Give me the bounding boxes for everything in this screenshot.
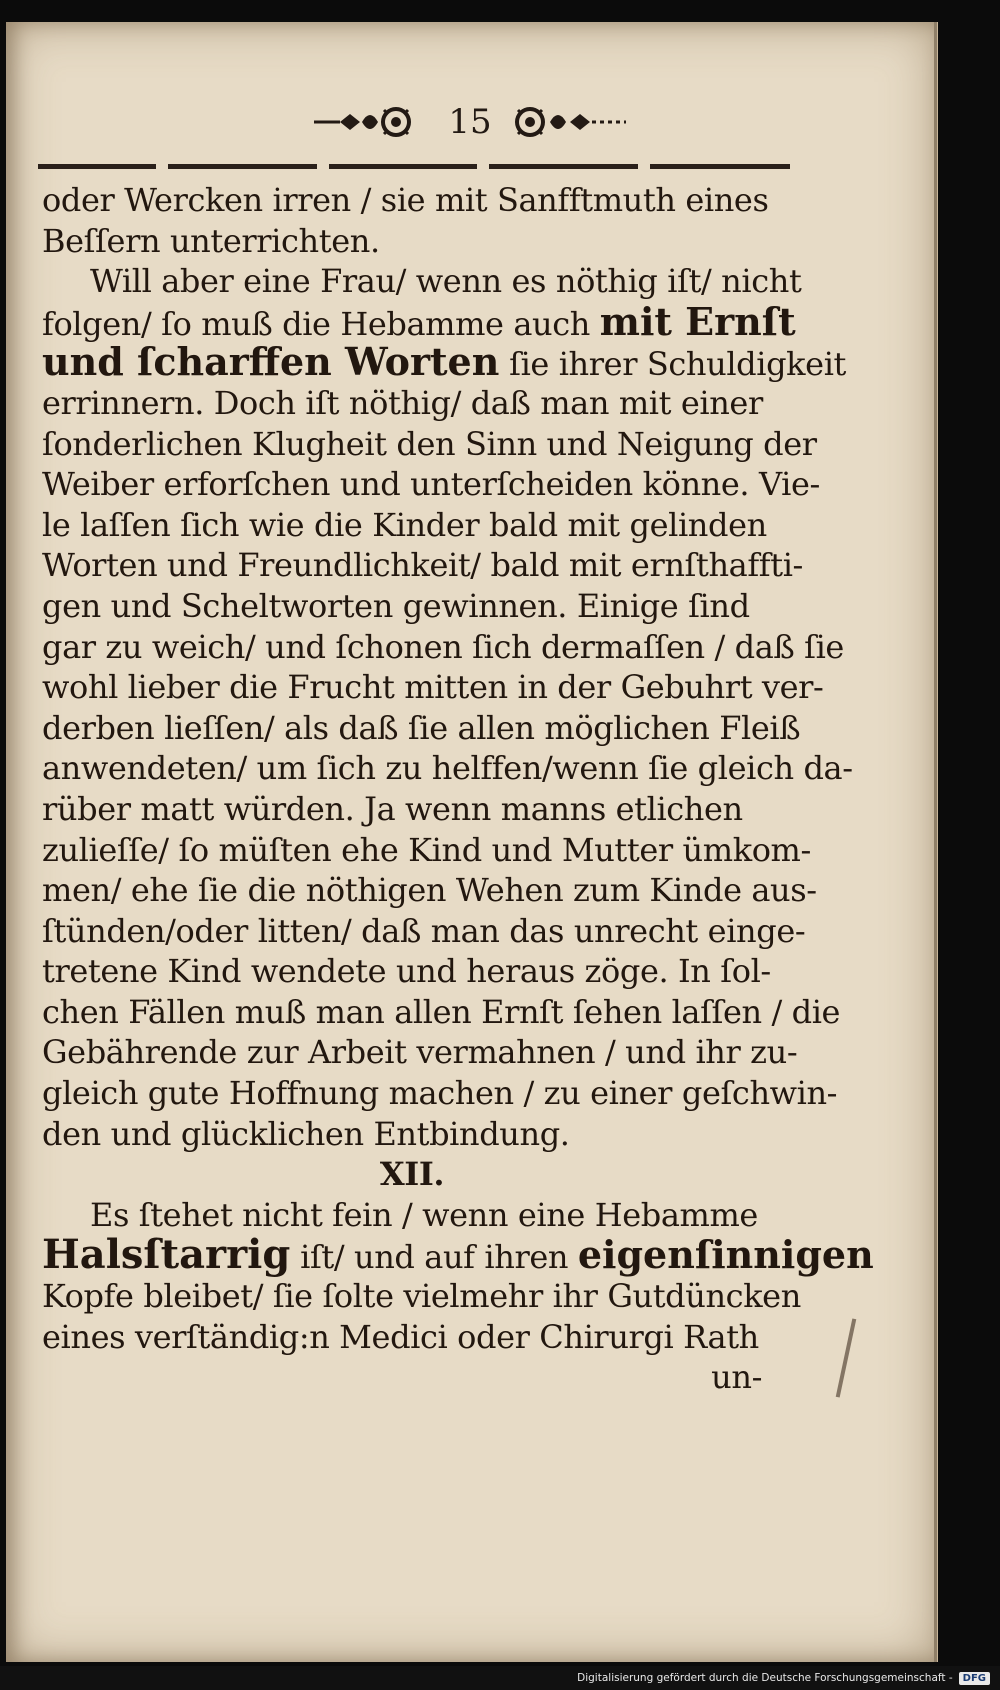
text-fragment: iſt/ und auf ihren [300, 1238, 569, 1277]
catchword: un- [711, 1358, 762, 1397]
text-line: rüber matt würden. Ja wenn manns etlichen [42, 789, 743, 828]
text-line: gen und Scheltworten gewinnen. Einige ſind [42, 586, 750, 625]
text-fragment: ſie ihrer Schuldigkeit [509, 345, 846, 384]
page-edge [934, 22, 937, 1662]
text-line: ſtünden/oder litten/ daß man das unrecht einge- [42, 911, 806, 950]
emphasized-text: Halsſtarrig [42, 1231, 291, 1279]
text-line: Es ſtehet nicht fein / wenn eine Hebamme [90, 1195, 758, 1234]
text-line: gar zu weich/ und ſchonen ſich dermaſſen / daß ſie [42, 627, 844, 666]
page-text [42, 180, 874, 1398]
page-header [6, 92, 934, 152]
text-line: eines verſtändig:n Medici oder Chirurgi Rath [42, 1317, 759, 1356]
text-line: den und glücklichen Entbindung. [42, 1114, 570, 1153]
header-rule-gaps [38, 163, 790, 170]
floral-ornament-icon [310, 104, 430, 140]
text-line: anwendeten/ um ſich zu helffen/wenn ſie gleich da- [42, 749, 853, 788]
dfg-logo: DFG [959, 1672, 990, 1685]
text-line: Worten und Freundlichkeit/ bald mit ernſthaffti- [42, 546, 803, 585]
text-line: derben lieſſen/ als daß ſie allen möglichen Fleiß [42, 708, 801, 747]
text-fragment: folgen/ ſo muß die Hebamme auch [42, 304, 590, 343]
text-line: zulieſſe/ ſo müſten ehe Kind und Mutter ümkom- [42, 830, 811, 869]
text-line: gleich gute Hoffnung machen / zu einer geſchwin- [42, 1074, 838, 1113]
text-line: Weiber erforſchen und unterſcheiden könne. Vie- [42, 465, 820, 504]
page-number: 15 [448, 102, 492, 142]
text-line: Gebährende zur Arbeit vermahnen / und ihr zu- [42, 1033, 798, 1072]
text-line: ſonderlichen Klugheit den Sinn und Neigung der [42, 424, 817, 463]
floral-ornament-icon [510, 104, 630, 140]
text-line: Kopfe bleibet/ ſie ſolte vielmehr ihr Gutdüncken [42, 1277, 801, 1316]
text-line: errinnern. Doch iſt nöthig/ daß man mit einer [42, 383, 763, 422]
emphasized-text: mit Ernſt [599, 298, 796, 344]
text-line: wohl lieber die Frucht mitten in der Gebuhrt ver- [42, 668, 824, 707]
text-line: oder Wercken irren / sie mit Sanfftmuth eines [42, 181, 769, 219]
text-line [42, 1231, 874, 1279]
text-line: Beſſern unterrichten. [42, 221, 380, 260]
footer-credit: Digitalisierung gefördert durch die Deutsche Forschungsgemeinschaft - [577, 1672, 953, 1684]
emphasized-text: und ſcharffen Worten [42, 339, 500, 385]
book-page [6, 22, 938, 1662]
margin-ink-mark [836, 1318, 857, 1397]
emphasized-text: eigenſinnigen [577, 1232, 874, 1278]
text-line: tretene Kind wendete und heraus zöge. In ſol- [42, 952, 771, 991]
text-line: men/ ehe ſie die nöthigen Wehen zum Kinde aus- [42, 871, 817, 910]
text-line [42, 298, 802, 344]
text-line: chen Fällen muß man allen Ernſt ſehen laſſen / die [42, 992, 841, 1031]
section-heading: XII. [379, 1155, 445, 1194]
digitization-footer [0, 1666, 1000, 1690]
text-line: le laſſen ſich wie die Kinder bald mit gelinden [42, 505, 767, 544]
text-line [42, 339, 846, 385]
text-line: Will aber eine Frau/ wenn es nöthig iſt/ nicht [90, 262, 802, 301]
